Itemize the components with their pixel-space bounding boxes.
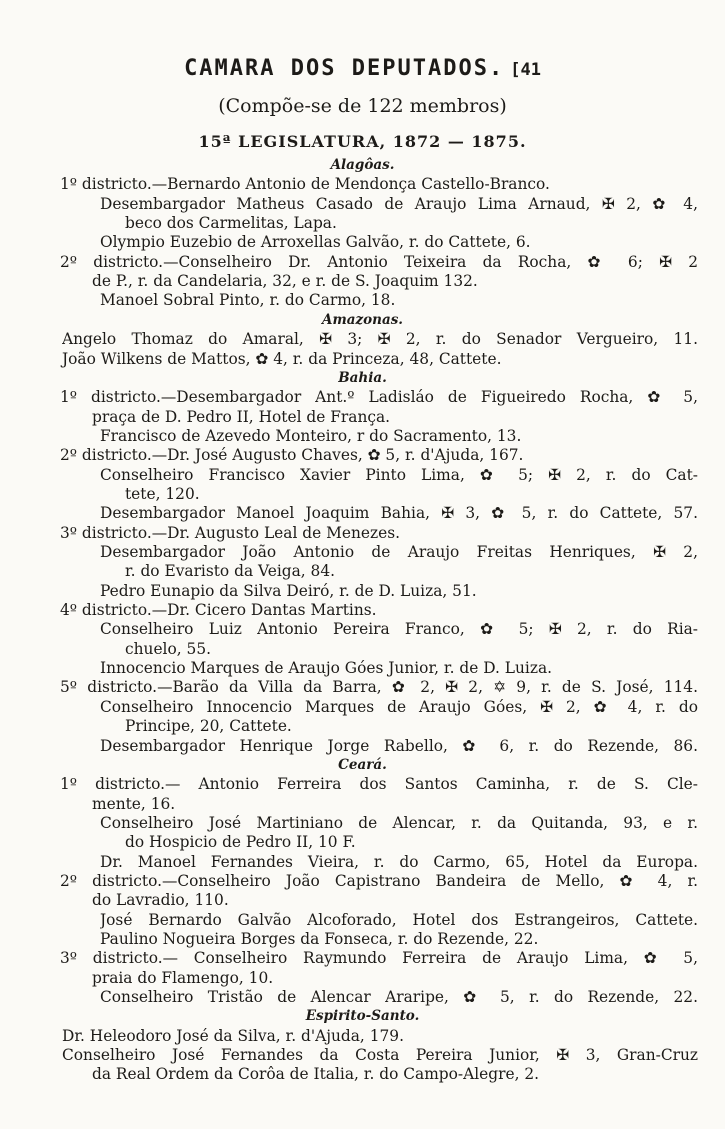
deputy-line: José Bernardo Galvão Alcoforado, Hotel dos Estrangeiros, Cattete. [100,910,698,929]
deputy-line: Conselheiro Tristão de Alencar Araripe, ✿ 5, r. do Rezende, 22. [100,988,698,1007]
deputy-line: 4º districto.—Dr. Cicero Dantas Martins. [60,601,377,620]
deputy-line: 2º districto.—Dr. José Augusto Chaves, ✿ 5, r. d'Ajuda, 167. [60,446,524,465]
deputy-line: Dr. Heleodoro José da Silva, r. d'Ajuda, 179. [62,1026,404,1045]
deputy-line: r. do Evaristo da Veiga, 84. [125,562,336,581]
deputy-line: Conselheiro Luiz Antonio Pereira Franco, ✿ 5; ✠ 2, r. do Ria- [100,620,698,639]
deputy-line: Conselheiro José Martiniano de Alencar, r. da Quitanda, 93, e r. [100,813,698,832]
deputy-line: 1º districto.—Desembargador Ant.º Ladisláo de Figueiredo Rocha, ✿ 5, [60,388,698,407]
deputy-line: do Hospicio de Pedro II, 10 F. [125,833,356,852]
deputy-line: João Wilkens de Mattos, ✿ 4, r. da Princeza, 48, Cattete. [62,349,502,368]
deputy-line: do Lavradio, 110. [92,891,229,910]
deputy-line: Desembargador Henrique Jorge Rabello, ✿ 6, r. do Rezende, 86. [100,736,698,755]
state-heading: Espirito-Santo. [305,1008,420,1025]
state-heading: Ceará. [338,756,387,773]
deputy-line: Francisco de Azevedo Monteiro, r do Sacramento, 13. [100,426,522,445]
deputy-line: tete, 120. [125,484,200,503]
deputy-line: Desembargador Manoel Joaquim Bahia, ✠ 3, ✿ 5, r. do Cattete, 57. [100,504,698,523]
deputy-line: Manoel Sobral Pinto, r. do Carmo, 18. [100,291,396,310]
title-text: CAMARA DOS DEPUTADOS. [184,56,505,81]
deputy-line: mente, 16. [92,794,176,813]
state-heading: Amazonas. [321,311,404,328]
deputy-line: praça de D. Pedro II, Hotel de França. [92,407,391,426]
page-title [0,56,725,81]
deputy-line: Pedro Eunapio da Silva Deiró, r. de D. Luiza, 51. [100,581,477,600]
deputy-line: Innocencio Marques de Araujo Góes Junior, r. de D. Luiza. [100,659,553,678]
page-subtitle: (Compõe-se de 122 membros) [218,95,507,117]
deputy-line: praia do Flamengo, 10. [92,968,274,987]
deputy-line: 2º districto.—Conselheiro João Capistrano Bandeira de Mello, ✿ 4, r. [60,871,698,890]
deputy-line: chuelo, 55. [125,639,212,658]
deputy-line: 3º districto.— Conselheiro Raymundo Ferreira de Araujo Lima, ✿ 5, [60,949,698,968]
deputy-line: 3º districto.—Dr. Augusto Leal de Menezes. [60,523,401,542]
deputy-line: 2º districto.—Conselheiro Dr. Antonio Teixeira da Rocha, ✿ 6; ✠ 2 [60,252,698,271]
deputy-line: Angelo Thomaz do Amaral, ✠ 3; ✠ 2, r. do Senador Vergueiro, 11. [62,330,698,349]
deputy-line: de P., r. da Candelaria, 32, e r. de S. Joaquim 132. [92,272,478,291]
deputy-line: Desembargador Matheus Casado de Araujo Lima Arnaud, ✠ 2, ✿ 4, [100,194,698,213]
state-heading: Alagôas. [330,157,395,173]
deputy-line: 5º districto.—Barão da Villa da Barra, ✿ 2, ✠ 2, ✡ 9, r. de S. José, 114. [60,678,698,697]
deputy-line: 1º districto.—Bernardo Antonio de Mendonça Castello-Branco. [60,175,550,194]
deputy-line: beco dos Carmelitas, Lapa. [125,214,337,233]
deputy-line: Dr. Manoel Fernandes Vieira, r. do Carmo, 65, Hotel da Europa. [100,852,698,871]
legislature-heading: 15ª LEGISLATURA, 1872 — 1875. [198,132,527,151]
deputy-line: Paulino Nogueira Borges da Fonseca, r. do Rezende, 22. [100,930,539,948]
deputy-line: da Real Ordem da Corôa de Italia, r. do Campo-Alegre, 2. [92,1065,540,1084]
state-heading: Bahia. [338,369,387,386]
deputy-line: Conselheiro José Fernandes da Costa Pereira Junior, ✠ 3, Gran-Cruz [62,1046,698,1065]
deputy-line: Desembargador João Antonio de Araujo Freitas Henriques, ✠ 2, [100,543,698,561]
deputy-line: Principe, 20, Cattete. [125,717,292,736]
page-number: [41 [510,60,541,80]
deputy-line: Olympio Euzebio de Arroxellas Galvão, r. do Cattete, 6. [100,233,531,252]
deputy-line: Conselheiro Francisco Xavier Pinto Lima, ✿ 5; ✠ 2, r. do Cat- [100,465,698,484]
deputy-line: 1º districto.— Antonio Ferreira dos Santos Caminha, r. de S. Cle- [60,775,698,794]
deputy-line: Conselheiro Innocencio Marques de Araujo Góes, ✠ 2, ✿ 4, r. do [100,697,698,716]
